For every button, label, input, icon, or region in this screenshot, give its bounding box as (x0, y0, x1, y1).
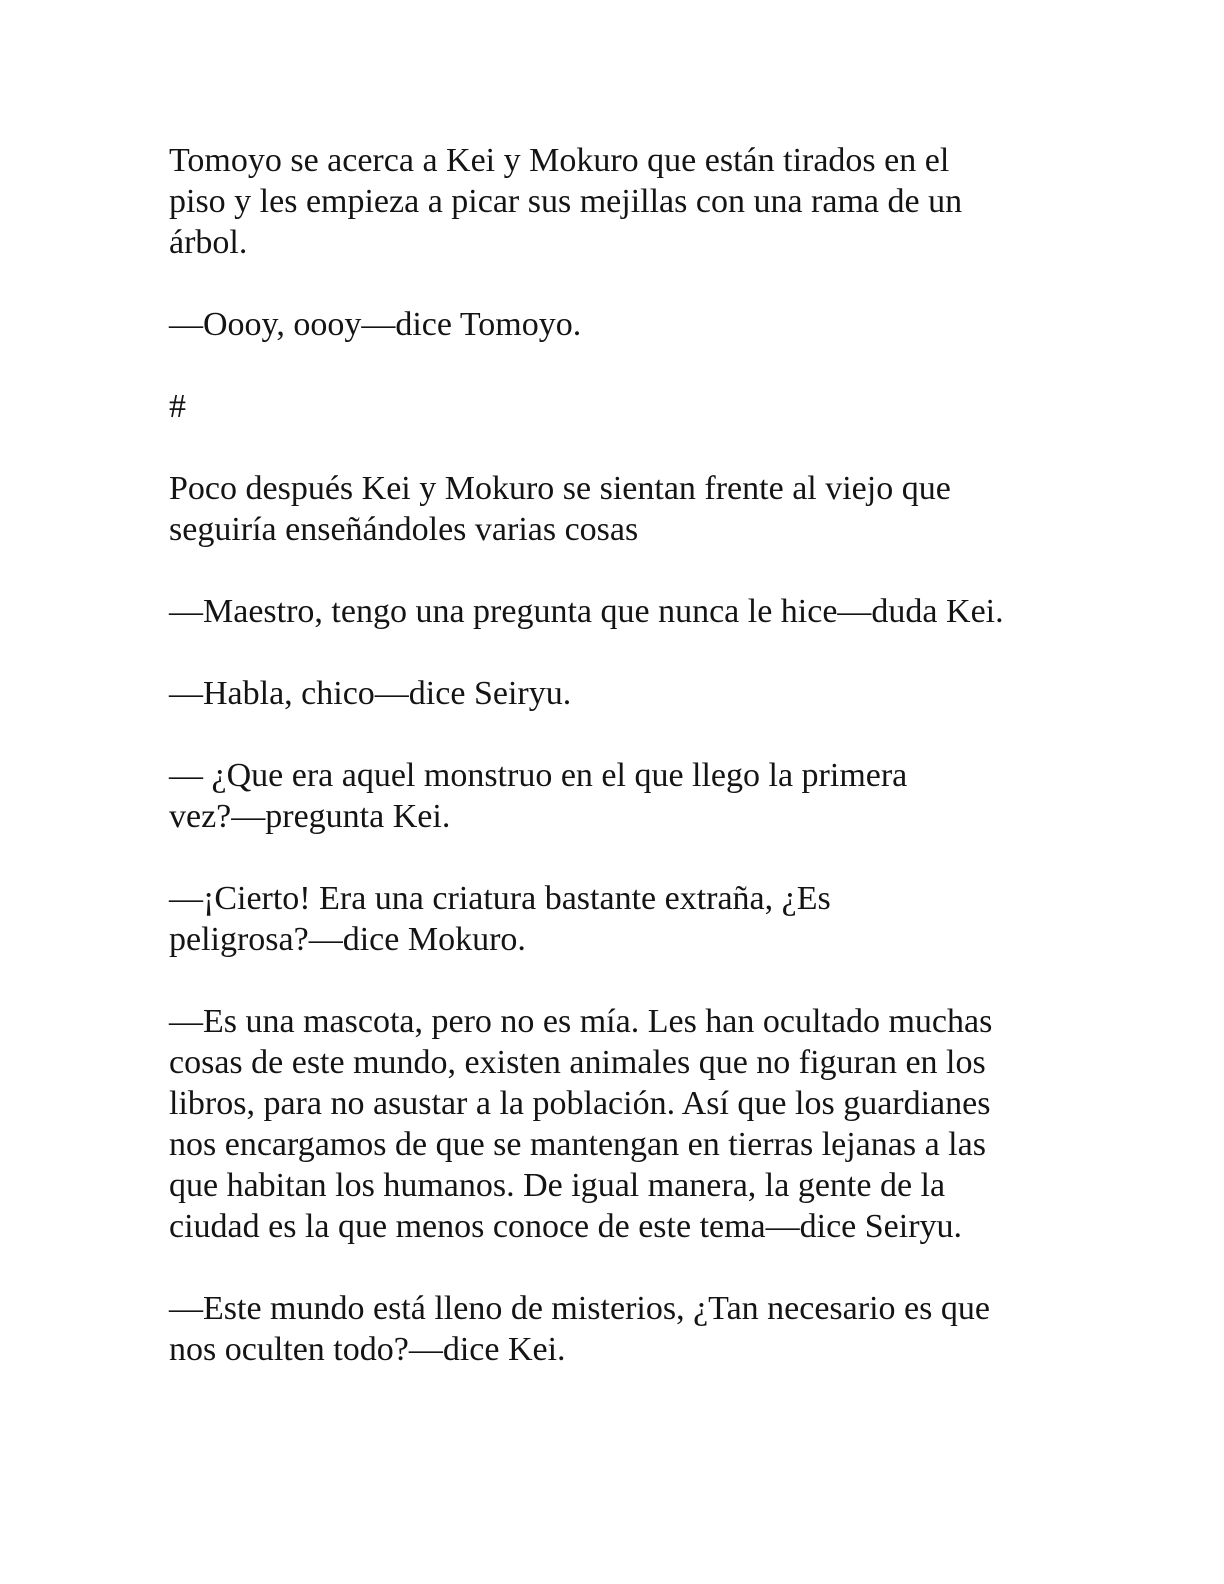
text-line: árbol. (169, 224, 248, 261)
text-line: seguiría enseñándoles varias cosas (169, 511, 639, 548)
body-text (169, 140, 1069, 1411)
text-line: que habitan los humanos. De igual manera, la gente de la (169, 1167, 946, 1204)
text-line: Poco después Kei y Mokuro se sientan frente al viejo que (169, 470, 951, 507)
paragraph-seiryu-speak (169, 673, 1069, 714)
paragraph-kei-question (169, 591, 1069, 632)
text-line: libros, para no asustar a la población. Así que los guardianes (169, 1085, 991, 1122)
text-line: —Este mundo está lleno de misterios, ¿Tan necesario es que (169, 1290, 990, 1327)
paragraph-kei-monster (169, 755, 1069, 837)
text-line: peligrosa?—dice Mokuro. (169, 921, 526, 958)
paragraph-tomoyo-approaches (169, 140, 1069, 263)
paragraph-tomoyo-dialogue (169, 304, 1069, 345)
text-line: —Oooy, oooy—dice Tomoyo. (169, 306, 582, 343)
text-line: ciudad es la que menos conoce de este tema—dice Seiryu. (169, 1208, 963, 1245)
scene-break (169, 386, 1069, 427)
paragraph-kei-mysteries (169, 1288, 1069, 1370)
text-line: piso y les empieza a picar sus mejillas con una rama de un (169, 183, 963, 220)
text-line: cosas de este mundo, existen animales que no figuran en los (169, 1044, 986, 1081)
text-line: —Es una mascota, pero no es mía. Les han ocultado muchas (169, 1003, 993, 1040)
text-line: Tomoyo se acerca a Kei y Mokuro que están tirados en el (169, 142, 950, 179)
scene-break-mark: # (169, 388, 186, 425)
text-line: —Habla, chico—dice Seiryu. (169, 675, 572, 712)
text-line: nos encargamos de que se mantengan en tierras lejanas a las (169, 1126, 986, 1163)
paragraph-mokuro-creature (169, 878, 1069, 960)
text-line: nos oculten todo?—dice Kei. (169, 1331, 566, 1368)
text-line: vez?—pregunta Kei. (169, 798, 451, 835)
text-line: —Maestro, tengo una pregunta que nunca le hice—duda Kei. (169, 593, 1004, 630)
text-line: — ¿Que era aquel monstruo en el que llego la primera (169, 757, 908, 794)
text-line: —¡Cierto! Era una criatura bastante extraña, ¿Es (169, 880, 831, 917)
paragraph-seiryu-explains (169, 1001, 1069, 1247)
paragraph-sit-with-master (169, 468, 1069, 550)
